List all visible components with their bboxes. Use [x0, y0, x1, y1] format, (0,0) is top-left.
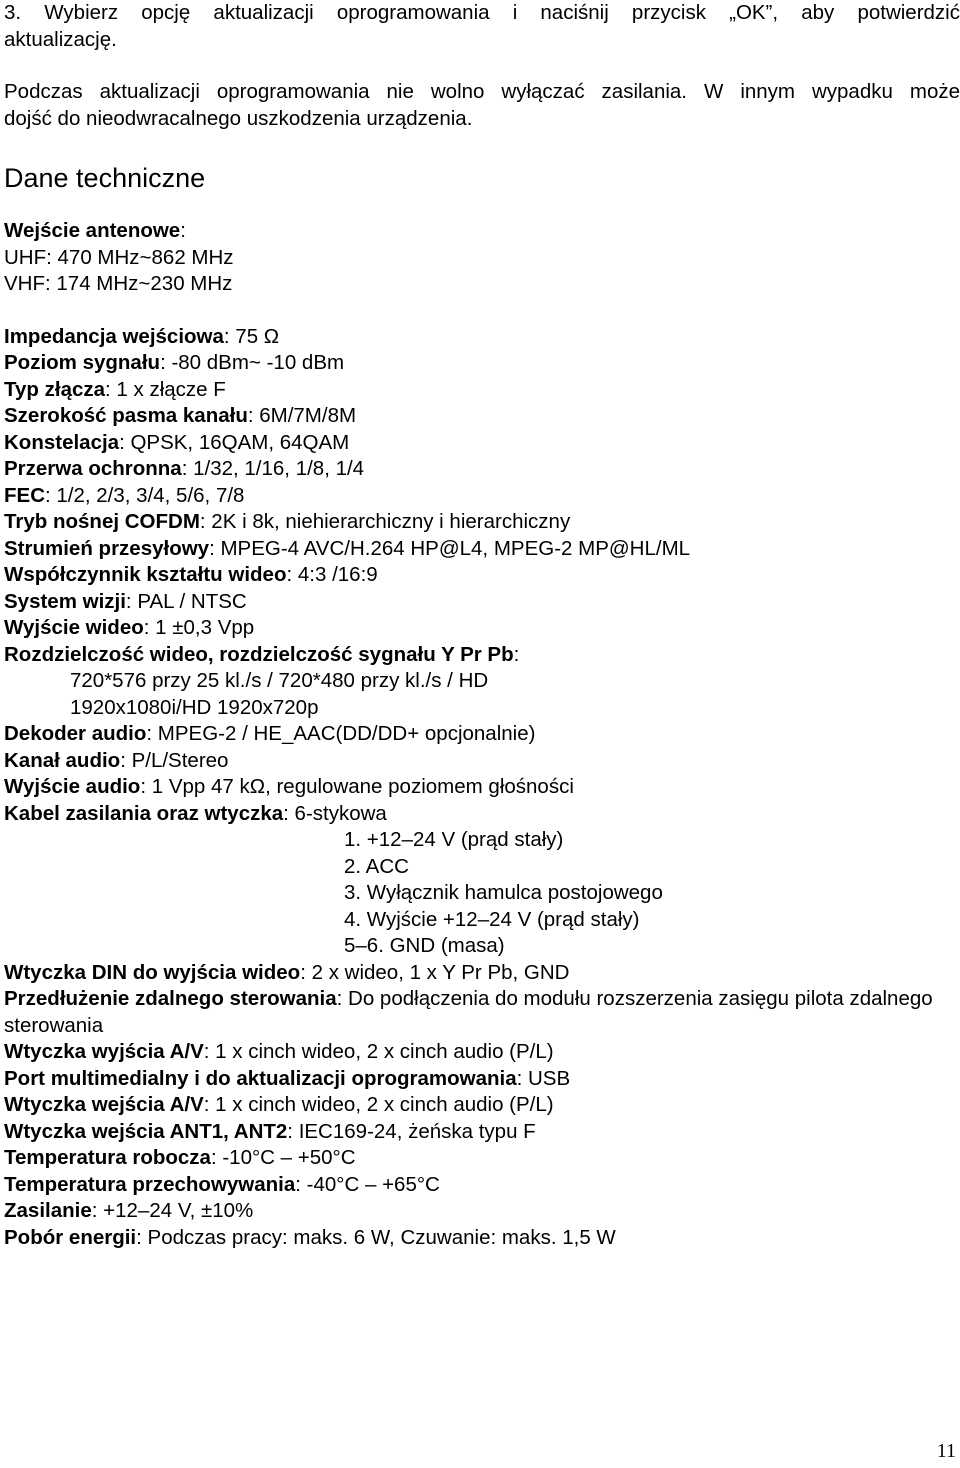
spec-value: :	[513, 642, 520, 666]
spec-label: Port multimedialny i do aktualizacji oprogramowania	[4, 1066, 517, 1090]
spec-row	[4, 430, 960, 457]
spec-row	[4, 960, 960, 987]
spec-value: : 2 x wideo, 1 x Y Pr Pb, GND	[300, 960, 570, 984]
spec-row	[4, 350, 960, 377]
power-pins-list	[4, 827, 960, 960]
spacer	[4, 132, 960, 160]
spec-label: Impedancja wejściowa	[4, 324, 224, 348]
spec-row	[4, 1092, 960, 1119]
spec-row	[4, 562, 960, 589]
spec-value: : 1 Vpp 47 kΩ, regulowane poziomem głośności	[140, 775, 574, 798]
page-number: 11	[936, 1440, 956, 1462]
spec-label: Temperatura przechowywania	[4, 1172, 296, 1196]
spec-value: : Podczas pracy: maks. 6 W, Czuwanie: maks. 1,5 W	[136, 1225, 616, 1249]
spec-row	[4, 483, 960, 510]
spec-label: Dekoder audio	[4, 722, 147, 745]
antenna-block	[4, 218, 960, 298]
pin-item: 3. Wyłącznik hamulca postojowego	[344, 881, 663, 904]
spec-value: : PAL / NTSC	[125, 589, 247, 613]
spec-value: : 1/32, 1/16, 1/8, 1/4	[181, 457, 365, 480]
pin-item: 5–6. GND (masa)	[344, 934, 505, 957]
spec-value: : 2K i 8k, niehierarchiczny i hierarchiczny	[199, 510, 571, 533]
step3-line1: 3. Wybierz opcję aktualizacji oprogramowania i naciśnij przycisk „OK”, aby potwierdzić	[4, 1, 960, 24]
spacer	[4, 298, 960, 324]
spec-label: Strumień przesyłowy	[4, 536, 210, 560]
spec-row	[4, 721, 960, 748]
spec-value: : 75 Ω	[223, 324, 280, 348]
specs-list-3	[4, 960, 960, 1252]
warning-paragraph	[4, 79, 960, 132]
spec-label: Wtyczka wejścia ANT1, ANT2	[4, 1119, 288, 1143]
spec-value: : 6M/7M/8M	[247, 404, 357, 427]
spec-label: Rozdzielczość wideo, rozdzielczość sygnału Y Pr Pb	[4, 642, 514, 666]
spec-row	[4, 1198, 960, 1225]
spec-value: : QPSK, 16QAM, 64QAM	[119, 430, 350, 454]
spec-row	[4, 1145, 960, 1172]
spec-row	[4, 589, 960, 616]
spec-value: :	[180, 219, 186, 242]
spec-label: Wyjście audio	[4, 775, 141, 798]
spec-row	[4, 536, 960, 563]
pin-item: 1. +12–24 V (prąd stały)	[344, 828, 564, 851]
spec-value: : 1/2, 2/3, 3/4, 5/6, 7/8	[45, 483, 245, 507]
warning-line1: Podczas aktualizacji oprogramowania nie wolno wyłączać zasilania. W innym wypadku może	[4, 80, 960, 103]
spec-row	[4, 403, 960, 430]
spec-value: : P/L/Stereo	[120, 748, 229, 772]
spec-row	[4, 801, 960, 828]
specs-list-2	[4, 721, 960, 827]
step3-line2: aktualizację.	[4, 27, 117, 51]
spec-label: Kabel zasilania oraz wtyczka	[4, 801, 284, 825]
spec-row	[4, 1225, 960, 1252]
spec-row	[4, 1039, 960, 1066]
spec-value: : 1 x cinch wideo, 2 x cinch audio (P/L)	[203, 1040, 554, 1063]
spec-value: : -40°C – +65°C	[295, 1172, 440, 1196]
intro-paragraph	[4, 0, 960, 53]
spec-row	[4, 774, 960, 801]
spec-label: Typ złącza	[4, 377, 106, 401]
spec-row	[4, 509, 960, 536]
spec-row	[4, 377, 960, 404]
spec-value: : IEC169-24, żeńska typu F	[287, 1119, 536, 1143]
spec-label: Przedłużenie zdalnego sterowania	[4, 987, 337, 1010]
antenna-uhf: UHF: 470 MHz~862 MHz	[4, 245, 234, 269]
spec-value: : Do podłączenia do modułu rozszerzenia zasięgu pilota zdalnego sterowania	[4, 987, 933, 1037]
spec-value: : -80 dBm~ -10 dBm	[160, 351, 345, 374]
spec-row	[4, 1119, 960, 1146]
spec-row	[4, 1066, 960, 1093]
spec-value: : MPEG-2 / HE_AAC(DD/DD+ opcjonalnie)	[146, 722, 536, 745]
spec-label: Współczynnik kształtu wideo	[4, 563, 287, 586]
spec-value: : MPEG-4 AVC/H.264 HP@L4, MPEG-2 MP@HL/ML	[209, 536, 691, 560]
spec-label: Wtyczka wejścia A/V	[4, 1093, 204, 1116]
spec-row	[4, 1172, 960, 1199]
spec-value: : +12–24 V, ±10%	[91, 1199, 254, 1222]
spec-label: FEC	[4, 483, 45, 507]
spec-value: : USB	[516, 1066, 571, 1090]
spec-row	[4, 456, 960, 483]
spec-label: Tryb nośnej COFDM	[4, 510, 200, 533]
spec-label: Wejście antenowe	[4, 219, 181, 242]
spec-label: Szerokość pasma kanału	[4, 404, 248, 427]
spec-label: Kanał audio	[4, 748, 121, 772]
document-page	[4, 0, 960, 1251]
spec-label: Wtyczka DIN do wyjścia wideo	[4, 960, 301, 984]
spec-label: System wizji	[4, 589, 126, 613]
pin-item: 2. ACC	[344, 854, 409, 878]
resolution-line: 720*576 przy 25 kl./s / 720*480 przy kl./s / HD	[70, 669, 489, 692]
spec-label: Wyjście wideo	[4, 616, 144, 639]
spec-label: Pobór energii	[4, 1225, 137, 1249]
spec-value: : 4:3 /16:9	[286, 563, 378, 586]
spec-value: : 1 x cinch wideo, 2 x cinch audio (P/L)	[203, 1093, 554, 1116]
spec-row	[4, 642, 960, 669]
specs-list	[4, 324, 960, 669]
antenna-vhf: VHF: 174 MHz~230 MHz	[4, 272, 233, 295]
spec-value: : 1 x złącze F	[105, 377, 226, 401]
spacer	[4, 196, 960, 218]
spec-value: : -10°C – +50°C	[210, 1146, 356, 1169]
spec-row	[4, 748, 960, 775]
warning-line2: dojść do nieodwracalnego uszkodzenia urządzenia.	[4, 106, 473, 130]
spec-value: : 1 ±0,3 Vpp	[143, 616, 255, 639]
spacer	[4, 53, 960, 79]
spec-label: Przerwa ochronna	[4, 457, 182, 480]
antenna-heading	[4, 218, 960, 245]
spec-row	[4, 615, 960, 642]
spec-label: Temperatura robocza	[4, 1146, 211, 1169]
spec-label: Zasilanie	[4, 1199, 92, 1222]
spec-label: Poziom sygnału	[4, 351, 161, 374]
section-title: Dane techniczne	[4, 163, 206, 193]
resolution-line: 1920x1080i/HD 1920x720p	[70, 695, 319, 719]
pin-item: 4. Wyjście +12–24 V (prąd stały)	[344, 907, 640, 931]
spec-value: : 6-stykowa	[283, 801, 387, 825]
resolution-list	[4, 668, 960, 721]
spec-row	[4, 324, 960, 351]
spec-label: Konstelacja	[4, 430, 120, 454]
spec-row	[4, 986, 960, 1039]
spec-label: Wtyczka wyjścia A/V	[4, 1040, 204, 1063]
